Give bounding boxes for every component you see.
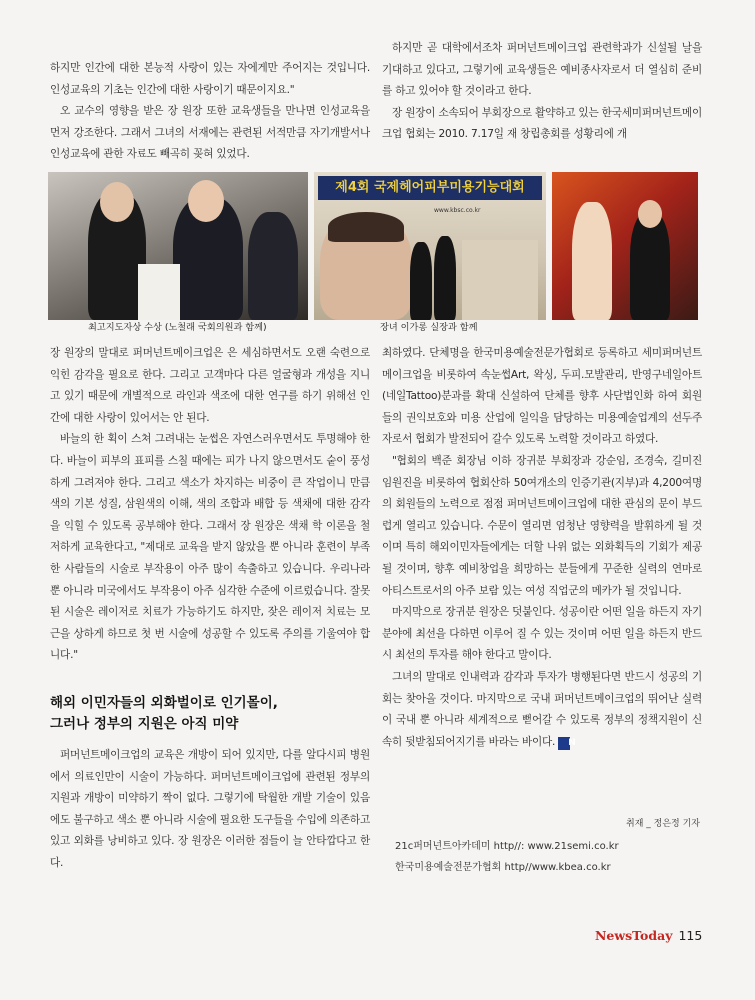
photo-caption: 최고지도자상 수상 (노철래 국회의원과 함께) xyxy=(88,322,267,333)
byline: 취재 _ 정은정 기자 xyxy=(626,819,700,829)
magazine-brand: NewsToday xyxy=(595,928,673,943)
link-text: 21c퍼머넌트아카데미 http//: www.21semi.co.kr xyxy=(395,841,619,852)
section-heading xyxy=(50,693,370,735)
paragraph: 마지막으로 장귀분 원장은 덧붙인다. 성공이란 어떤 일을 하든지 자기 분야에 최선을 다하면 이루어 질 수 있는 것이며 어떤 일을 하든지 반드시 최선의 투자를 해야 한다고 말이다. xyxy=(382,606,702,662)
link-text: 한국미용예술전문가협회 http//www.kbea.co.kr xyxy=(395,862,611,873)
reference-links xyxy=(395,836,619,878)
stage-photo xyxy=(552,172,698,320)
paragraph: "협회의 백준 회장님 이하 장귀분 부회장과 강순임, 조경숙, 길미진 임원진을 비롯하여 협회산하 50여개소의 인증기관(지부)과 4,200여명의 회원들의 노력으로 점점 퍼머넌트메이크업에 대한 관심의 문이 부드럽게 열리고 있습니다. 수문이 열리면 엄청난 영향력을 발휘하게 될 것이며 특히 해외이민자들에게는 더할 나위 없는 외화획득의 기회가 제공될 것이며, 향후 예비창업을 희망하는 분들에게 꾸준한 실력의 연마로 아티스트로서의 아주 보람 있는 여성 직업군의 메카가 될 것입니다. xyxy=(382,454,702,597)
article-column-right-middle xyxy=(382,343,702,753)
end-mark-icon: N xyxy=(558,737,570,750)
photo-caption: 장녀 이가롱 실장과 함께 xyxy=(380,322,478,333)
competition-banner-photo xyxy=(314,172,546,320)
article-column-right-top xyxy=(382,38,702,146)
paragraph: 하지만 곧 대학에서조차 퍼머넌트메이크업 관련학과가 신설될 날을 기대하고 있다고, 그렇기에 교육생들은 예비종사자로서 더 열심히 준비를 하고 있어야 할 것이라고 한다. xyxy=(382,42,702,98)
paragraph xyxy=(382,667,702,753)
award-photo xyxy=(48,172,308,320)
article-column-left-top xyxy=(50,58,370,166)
heading-line: 그러나 정부의 지원은 아직 미약 xyxy=(50,716,239,732)
paragraph: 최하였다. 단체명을 한국미용예술전문가협회로 등록하고 세미퍼머넌트 메이크업을 비롯하여 속눈썹Art, 왁싱, 두피.모발관리, 반영구네일아트(네일Tattoo)분과를 확대 신설하여 단체를 향후 사단법인화 하여 회원들의 권익보호와 미용 산업에 일익을 담당하는 미용예술업계의 선두주자로서 협회가 발전되어 갈수 있도록 노력할 것이라고 하였다. xyxy=(382,347,702,446)
article-column-left-middle xyxy=(50,343,370,667)
page-footer xyxy=(595,928,702,944)
paragraph: 오 교수의 영향을 받은 장 원장 또한 교육생들을 만나면 인성교육을 먼저 강조한다. 그래서 그녀의 서재에는 관련된 서적만큼 자기개발서나 인성교육에 관한 자료도 빼곡히 꽂혀 있었다. xyxy=(50,105,370,161)
paragraph: 퍼머넌트메이크업의 교육은 개방이 되어 있지만, 다를 알다시피 병원에서 의료인만이 시술이 가능하다. 퍼머넌트메이크업에 관련된 정부의 지원과 개방이 미약하기 짝이 없다. 그렇기에 탁월한 개발 기술이 있음에도 불구하고 색소 뿐 아니라 시술에 필요한 도구들을 수입에 의존하고 있고 외화를 낭비하고 있다. 장 원장은 이러한 점들이 늘 안타깝다고 한다. xyxy=(50,749,370,869)
heading-line: 해외 이민자들의 외화벌이로 인기몰이, xyxy=(50,695,278,711)
page-number: 115 xyxy=(678,928,703,943)
paragraph-text: 그녀의 말대로 인내력과 감각과 투자가 병행된다면 반드시 성공의 기회는 찾아올 것이다. 마지막으로 국내 퍼머넌트메이크업의 뛰어난 실력이 국내 뿐 아니라 세계적으로 뻗어갈 수 있도록 정부의 정책지원이 신속히 뒷받침되어지기를 바라는 바이다. xyxy=(382,670,702,748)
banner-url: www.kbsc.co.kr xyxy=(434,207,481,214)
article-column-left-bottom xyxy=(50,745,370,875)
paragraph: 장 원장의 말대로 퍼머넌트메이크업은 은 세심하면서도 오랜 숙련으로 익힌 감각을 필요로 한다. 그리고 고객마다 다른 얼굴형과 개성을 지니고 있기 때문에 개별적으로 라인과 색조에 대한 연구를 하기 위해선 인간에 대한 사랑이 있어서는 안 된다. xyxy=(50,347,370,424)
paragraph: 하지만 인간에 대한 본능적 사랑이 있는 자에게만 주어지는 것입니다. 인성교육의 기초는 인간에 대한 사랑이기 때문이지요." xyxy=(50,62,370,96)
paragraph: 장 원장이 소속되어 부회장으로 활약하고 있는 한국세미퍼머넌트메이크업 협회는 2010. 7.17일 재 창립총회를 성황리에 개 xyxy=(382,106,702,141)
paragraph: 바늘의 한 획이 스쳐 그려내는 눈썹은 자연스러우면서도 투명해야 한다. 바늘이 피부의 표피를 스칠 때에는 피가 나지 않으면서도 숱이 풍성하게 그려져야 한다. 그리고 색소가 차지하는 비중이 큰 작업이니 만큼 색의 기본 성질, 삼원색의 이해, 색의 조합과 배합 등 색채에 대한 감각을 익힐 수 있도록 공부해야 한다. 그래서 장 원장은 색채 학 이론을 철저하게 교육한다고, "제대로 교육을 받지 않았을 뿐 아니라 훈련이 부족한 사람들의 시술로 부작용이 아주 많이 속출하고 있습니다. 우리나라 뿐 아니라 미국에서도 부작용이 아주 심각한 수준에 이르렀습니다. 잘못 된 시술은 레이저로 치료가 가능하기도 하지만, 잦은 레이저 치료는 모근을 상하게 하므로 첫 번 시술에 성공할 수 있도록 주의를 기울여야 합니다." xyxy=(50,433,370,662)
competition-banner: 제4회 국제헤어피부미용기능대회 xyxy=(318,176,542,200)
photo-strip xyxy=(48,172,698,320)
